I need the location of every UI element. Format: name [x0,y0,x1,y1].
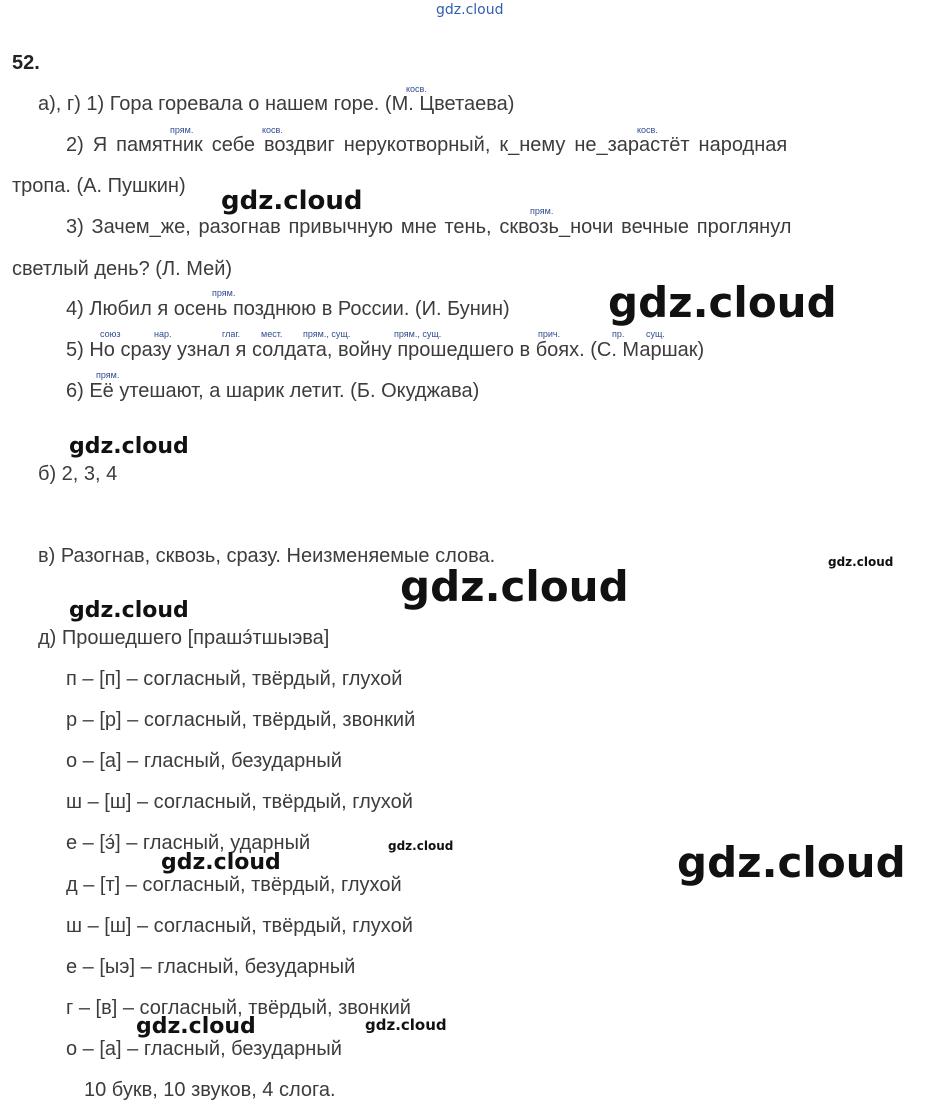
watermark: gdz.cloud [828,555,894,569]
watermark: gdz.cloud [677,838,906,887]
phonetic-row: е – [ыэ] – гласный, безударный [66,956,356,978]
annotation-kosv-2b: косв. [637,125,658,135]
watermark-top: gdz.cloud [436,2,504,18]
section-b: б) 2, 3, 4 [38,463,118,485]
sentence-5 [66,338,704,362]
phonetic-row: ш – [ш] – согласный, твёрдый, глухой [66,915,413,937]
annotation-mest: мест. [261,329,283,339]
sentence-2b-text: тропа. (А. Пушкин) [12,175,186,197]
sentence-2a-text: 2) Я памятник себе воздвиг нерукотворный, к_нему не_зарастёт народная [66,134,788,156]
phonetic-row: д – [т] – согласный, твёрдый, глухой [66,874,402,896]
annotation-prich: прич. [538,329,561,339]
watermark: gdz.cloud [608,278,837,327]
annotation-kosv-2a: косв. [262,125,283,135]
watermark: gdz.cloud [221,186,363,216]
phonetic-row: е – [э́] – гласный, ударный [66,832,311,854]
sentence-3a [66,215,791,239]
phonetic-row: ш – [ш] – согласный, твёрдый, глухой [66,791,413,813]
sentence-2a [66,133,939,157]
annotation-pryam-3: прям. [530,206,554,216]
annotation-pryam-4: прям. [212,288,236,298]
sentence-3b-text: светлый день? (Л. Мей) [12,258,233,280]
phonetic-row: о – [а] – гласный, безударный [66,1038,342,1060]
watermark: gdz.cloud [69,598,189,623]
sentence-3a-text: 3) Зачем_же, разогнав привычную мне тень, сквозь_ночи вечные проглянул [66,216,792,238]
sentence-6 [66,379,479,403]
annotation-soyuz: союз [100,329,121,339]
annotation-pryam-sush-1: прям., сущ. [303,329,351,339]
annotation-nar: нар. [154,329,172,339]
phonetic-row: г – [в] – согласный, твёрдый, звонкий [66,997,411,1019]
phonetic-row: о – [а] – гласный, безударный [66,750,342,772]
phonetic-row: р – [р] – согласный, твёрдый, звонкий [66,709,416,731]
watermark: gdz.cloud [400,562,629,611]
annotation-pryam-6: прям. [96,370,120,380]
sentence-1-text: а), г) 1) Гора горевала о нашем горе. (М. Цветаева) [38,93,515,115]
annotation-pryam-sush-2: прям., сущ. [394,329,442,339]
annotation-kosv-1: косв. [406,84,427,94]
section-d-summary: 10 букв, 10 звуков, 4 слога. [84,1079,336,1101]
annotation-pr: пр. [612,329,625,339]
watermark: gdz.cloud [161,850,281,875]
watermark: gdz.cloud [136,1014,256,1039]
task-number: 52. [12,52,40,74]
section-d-title: д) Прошедшего [прашэ́тшыэва] [38,627,330,649]
sentence-4 [66,297,510,321]
sentence-1 [38,92,514,116]
section-v: в) Разогнав, сквозь, сразу. Неизменяемые слова. [38,545,496,567]
annotation-sush: сущ. [646,329,665,339]
sentence-2b [12,174,186,198]
sentence-4-text: 4) Любил я осень позднюю в России. (И. Бунин) [66,298,510,320]
annotation-glag: глаг. [222,329,241,339]
watermark: gdz.cloud [365,1016,447,1034]
sentence-5-text: 5) Но сразу узнал я солдата, войну прошедшего в боях. (С. Маршак) [66,339,705,361]
sentence-3b [12,257,232,281]
watermark: gdz.cloud [69,434,189,459]
phonetic-row: п – [п] – согласный, твёрдый, глухой [66,668,403,690]
annotation-pryam-2: прям. [170,125,194,135]
sentence-6-text: 6) Её утешают, а шарик летит. (Б. Окуджава) [66,380,480,402]
watermark: gdz.cloud [388,839,454,853]
